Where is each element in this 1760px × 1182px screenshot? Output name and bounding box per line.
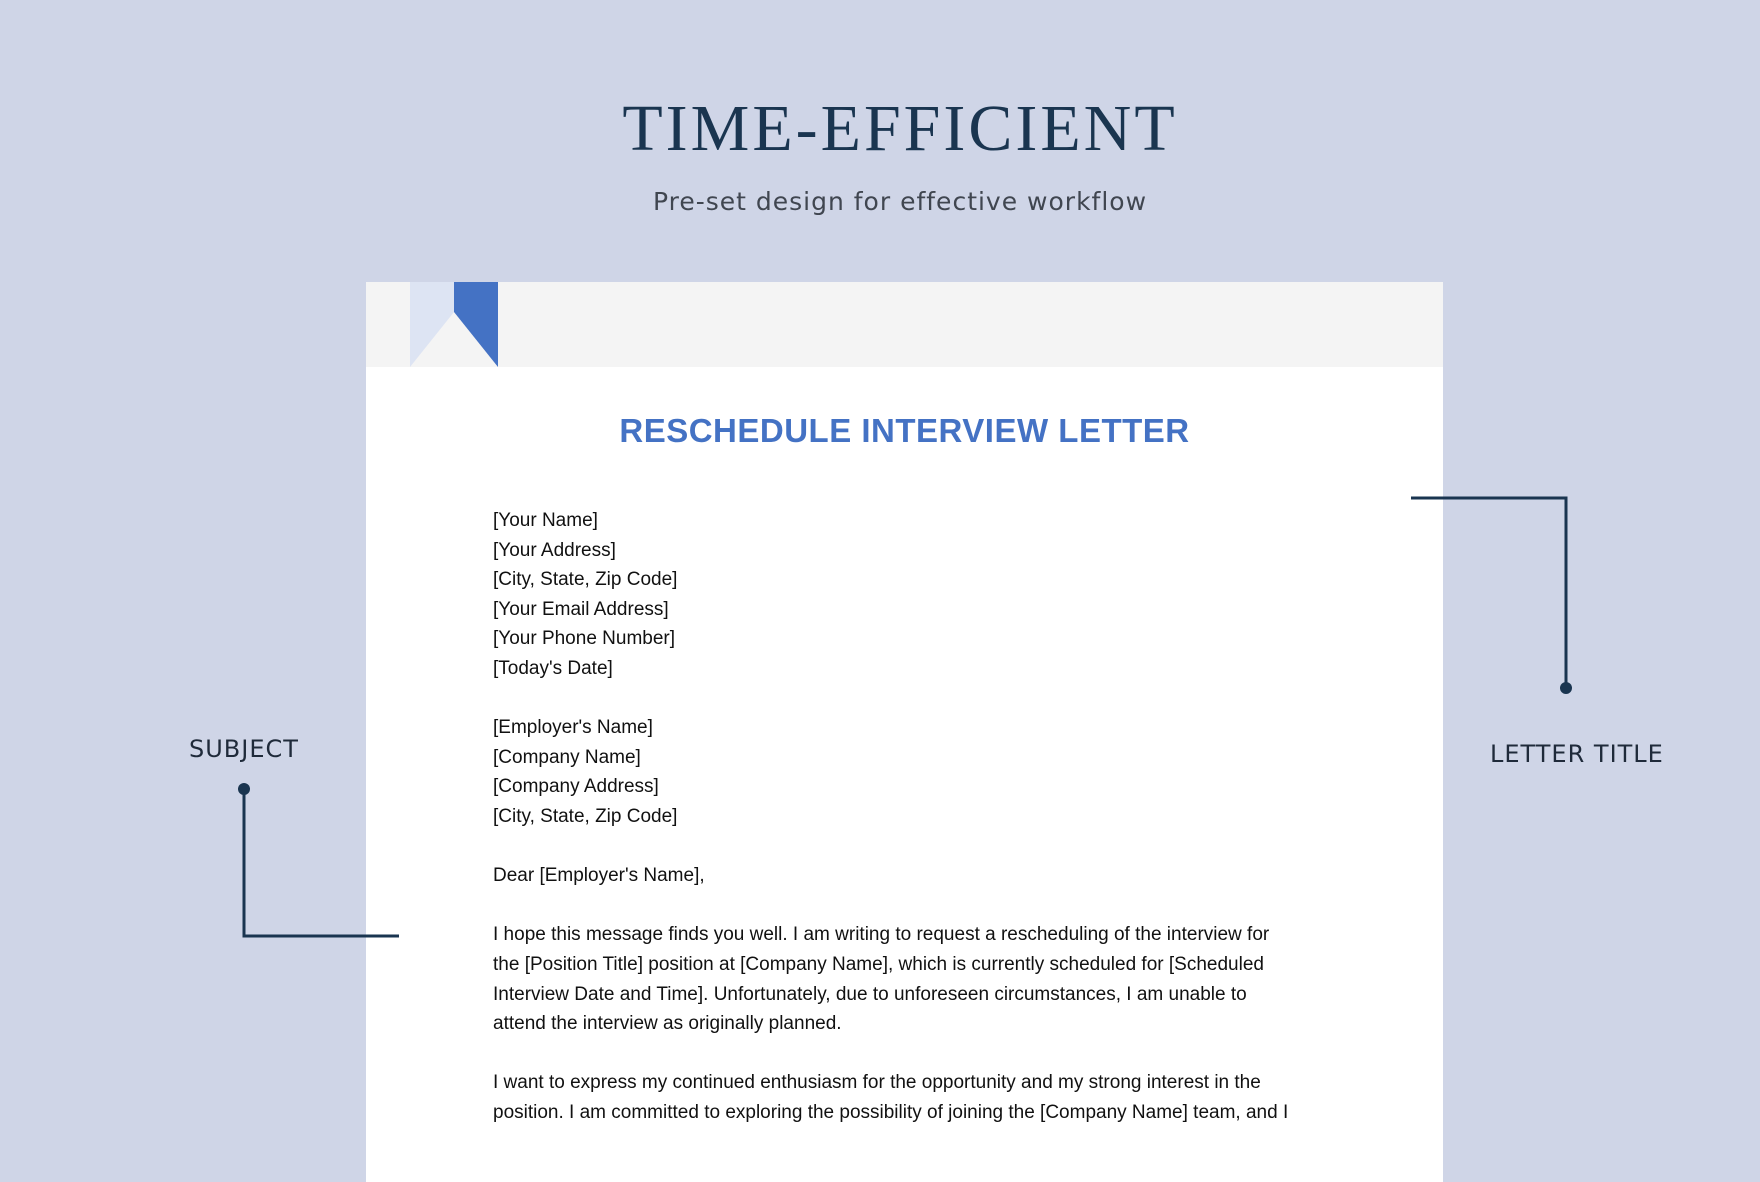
sender-city: [City, State, Zip Code] [493, 569, 678, 591]
paragraph-line: attend the interview as originally planned. [493, 1013, 842, 1035]
recipient-name: [Employer's Name] [493, 717, 653, 739]
paragraph-line: position. I am committed to exploring the possibility of joining the [Company Name] team, and I [493, 1101, 1289, 1123]
banner-headline: TIME-EFFICIENT [622, 92, 1178, 165]
paragraph-line: Interview Date and Time]. Unfortunately, due to unforeseen circumstances, I am unable to [493, 983, 1247, 1005]
letter-date: [Today's Date] [493, 657, 613, 679]
recipient-city: [City, State, Zip Code] [493, 805, 678, 827]
paragraph-line: I want to express my continued enthusiasm for the opportunity and my strong interest in the [493, 1072, 1261, 1094]
sender-phone: [Your Phone Number] [493, 628, 676, 650]
sender-name: [Your Name] [493, 510, 598, 531]
salutation: Dear [Employer's Name], [493, 865, 705, 887]
recipient-address: [Company Address] [493, 776, 659, 798]
letter-title-connector-line [1411, 498, 1566, 687]
letter-title-connector-dot [1560, 682, 1572, 694]
banner-subheadline: Pre-set design for effective workflow [652, 187, 1148, 216]
sender-address: [Your Address] [493, 539, 616, 561]
recipient-company: [Company Name] [493, 746, 641, 768]
sender-email: [Your Email Address] [493, 598, 669, 620]
callout-letter-title-label: LETTER TITLE [1490, 740, 1664, 768]
paragraph-line: I hope this message finds you well. I am writing to request a rescheduling of the interview for [493, 924, 1270, 946]
paragraph-line: the [Position Title] position at [Company Name], which is currently scheduled for [Scheduled [493, 953, 1264, 975]
callout-subject-label: SUBJECT [189, 735, 299, 763]
subject-connector-line [244, 789, 399, 936]
document-title: RESCHEDULE INTERVIEW LETTER [619, 412, 1190, 449]
